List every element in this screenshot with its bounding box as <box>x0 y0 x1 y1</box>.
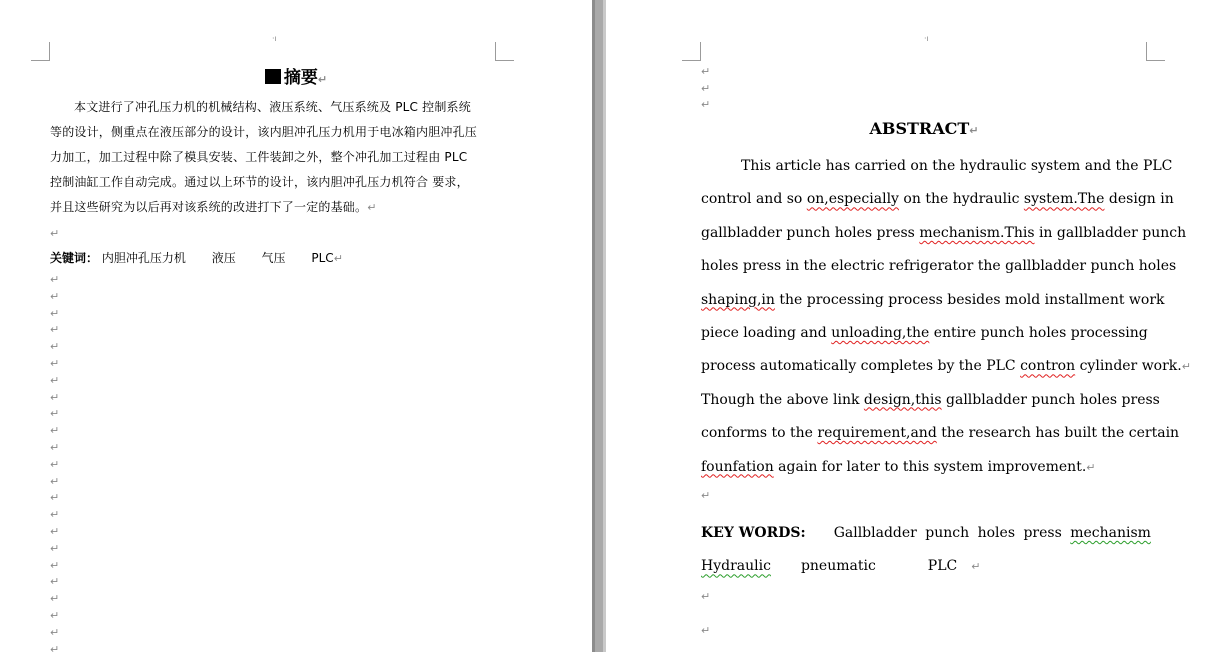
paragraph-mark-icon: ↵ <box>701 489 711 502</box>
keywords-text: Gallbladder punch holes press <box>833 525 1071 541</box>
text-run: process automatically completes by the PLC <box>701 358 1021 375</box>
title-text: ABSTRACT <box>869 119 970 138</box>
grammar-flagged-word: Hydraulic <box>701 558 771 575</box>
keyword: 气压 <box>261 251 286 265</box>
keywords-label: KEY WORDS: <box>701 525 806 541</box>
paragraph-mark-icon: ↵ <box>50 541 60 555</box>
paragraph-mark-icon: ↵ <box>971 560 981 574</box>
keyword: 液压 <box>211 251 236 265</box>
abstract-body-cn[interactable] <box>50 95 496 220</box>
paragraph-mark-icon: ↵ <box>50 575 60 589</box>
abstract-line <box>701 183 1174 216</box>
text-run: on the hydraulic <box>898 191 1024 208</box>
paragraph-mark-icon: ↵ <box>50 441 60 454</box>
spell-flagged-word: system.The <box>1023 191 1105 208</box>
header-marker: ·ı <box>924 34 929 43</box>
header-marker: ·ı <box>272 34 277 43</box>
paragraph-mark-icon: ↵ <box>50 407 60 421</box>
paragraph-mark-icon: ↵ <box>50 525 60 538</box>
paragraph-mark-icon: ↵ <box>50 273 60 286</box>
title-text: 摘要 <box>283 68 318 88</box>
keywords-block-en[interactable] <box>701 517 1167 584</box>
abstract-line <box>701 284 1165 317</box>
paragraph-mark-icon: ↵ <box>701 590 711 603</box>
spell-flagged-word: design,this <box>863 391 942 408</box>
paragraph-mark-icon: ↵ <box>701 98 711 111</box>
paragraph-mark-icon: ↵ <box>50 609 60 622</box>
text-run: gallbladder punch holes press <box>701 224 920 241</box>
abstract-line <box>701 451 1145 484</box>
abstract-line <box>701 350 1191 383</box>
keywords-row <box>701 517 1167 550</box>
abstract-body-en[interactable] <box>701 150 1191 484</box>
text-run: design in <box>1104 191 1174 208</box>
paragraph-mark-icon: ↵ <box>50 424 60 438</box>
paragraph-mark-icon: ↵ <box>50 491 60 505</box>
paragraph-mark-icon: ↵ <box>50 390 60 404</box>
paragraph-mark-icon: ↵ <box>50 306 60 320</box>
keywords-row <box>701 550 1167 583</box>
abstract-title-en[interactable] <box>701 118 1147 142</box>
text-run: again for later to this system improvement. <box>773 458 1087 475</box>
paragraph-mark-icon: ↵ <box>50 340 60 354</box>
page-separator <box>592 0 606 652</box>
paragraph-mark-icon: ↵ <box>50 289 60 303</box>
paragraph-mark-icon: ↵ <box>50 457 60 471</box>
text-run: gallbladder punch holes press <box>941 391 1160 408</box>
abstract-title-cn[interactable] <box>0 66 592 92</box>
abstract-line-last <box>50 195 496 220</box>
paragraph-mark-icon: ↵ <box>50 227 60 240</box>
abstract-line: 力加工，加工过程中除了模具安装、工件装卸之外，整个冲孔加工过程由 PLC <box>50 150 468 164</box>
spell-flagged-word: unloading,the <box>831 324 930 341</box>
spell-flagged-word: requirement,and <box>817 425 937 442</box>
text-run: the processing process besides mold installment work <box>774 291 1165 308</box>
spell-flagged-word: on,especially <box>806 191 899 208</box>
paragraph-mark-icon: ↵ <box>1086 460 1096 474</box>
margin-corner-top-right <box>495 42 514 61</box>
abstract-line <box>701 317 1148 350</box>
paragraph-mark-icon: ↵ <box>50 373 60 387</box>
keywords-label: 关键词： <box>50 251 99 265</box>
paragraph-mark-icon: ↵ <box>50 508 60 522</box>
text-run: the research has built the certain <box>936 425 1180 442</box>
abstract-line: 本文进行了冲孔压力机的机械结构、液压系统、气压系统及 PLC 控制系统 <box>74 100 471 114</box>
abstract-line: 等的设计，侧重点在液压部分的设计，该内胆冲孔压力机用于电冰箱内胆冲孔压 <box>50 125 478 139</box>
abstract-line <box>701 217 1187 250</box>
margin-corner-top-right <box>1146 42 1165 61</box>
keyword: pneumatic <box>800 558 876 575</box>
paragraph-mark-icon: ↵ <box>1181 360 1191 374</box>
abstract-line-text: 并且这些研究为以后再对该系统的改进打下了一定的基础。 <box>50 200 368 214</box>
abstract-line <box>701 417 1180 450</box>
paragraph-mark-icon: ↵ <box>50 323 60 337</box>
keywords-line-cn[interactable] <box>50 249 510 268</box>
abstract-line <box>701 384 1160 417</box>
document-page-left <box>0 0 592 652</box>
keyword: 内胆冲孔压力机 <box>101 251 186 265</box>
paragraph-mark-icon: ↵ <box>367 201 377 214</box>
keyword: PLC <box>311 251 334 265</box>
abstract-line: 控制油缸工作自动完成。通过以上环节的设计，该内胆冲孔压力机符合 要求， <box>50 175 469 189</box>
keyword: PLC <box>927 558 958 575</box>
paragraph-mark-icon: ↵ <box>701 624 711 637</box>
spell-flagged-word: contron <box>1020 358 1076 375</box>
paragraph-mark-icon: ↵ <box>969 124 979 137</box>
paragraph-mark-icon: ↵ <box>50 592 60 606</box>
document-page-right <box>606 0 1216 652</box>
paragraph-mark-icon: ↵ <box>333 252 343 265</box>
grammar-flagged-word: mechanism <box>1070 525 1151 541</box>
text-run: control and so <box>701 191 807 208</box>
text-run: in gallbladder punch <box>1034 224 1187 241</box>
text-run: conforms to the <box>701 425 818 442</box>
text-run: This article has carried on the hydraulic system and the PLC <box>741 158 1173 174</box>
text-run: holes press in the electric refrigerator the gallbladder punch holes <box>701 258 1177 275</box>
paragraph-mark-icon: ↵ <box>50 642 60 652</box>
text-run: piece loading and <box>701 324 832 341</box>
paragraph-mark-icon: ↵ <box>701 65 711 78</box>
abstract-line <box>701 150 1173 183</box>
margin-corner-top-left <box>31 42 50 61</box>
paragraph-mark-icon: ↵ <box>317 73 328 86</box>
paragraph-mark-icon: ↵ <box>50 625 60 639</box>
paragraph-mark-icon: ↵ <box>50 357 60 370</box>
spell-flagged-word: founfation <box>701 458 774 475</box>
spell-flagged-word: mechanism.This <box>919 224 1035 241</box>
paragraph-mark-icon: ↵ <box>50 474 60 488</box>
margin-corner-top-left <box>682 42 701 61</box>
text-run: Though the above link <box>701 391 864 408</box>
paragraph-mark-icon: ↵ <box>701 82 711 95</box>
text-run: cylinder work. <box>1075 358 1182 375</box>
abstract-line <box>701 250 1177 283</box>
text-run: entire punch holes processing <box>929 324 1148 341</box>
paragraph-mark-icon: ↵ <box>50 558 60 572</box>
bullet-square-icon <box>265 69 281 84</box>
spell-flagged-word: shaping,in <box>701 291 775 308</box>
